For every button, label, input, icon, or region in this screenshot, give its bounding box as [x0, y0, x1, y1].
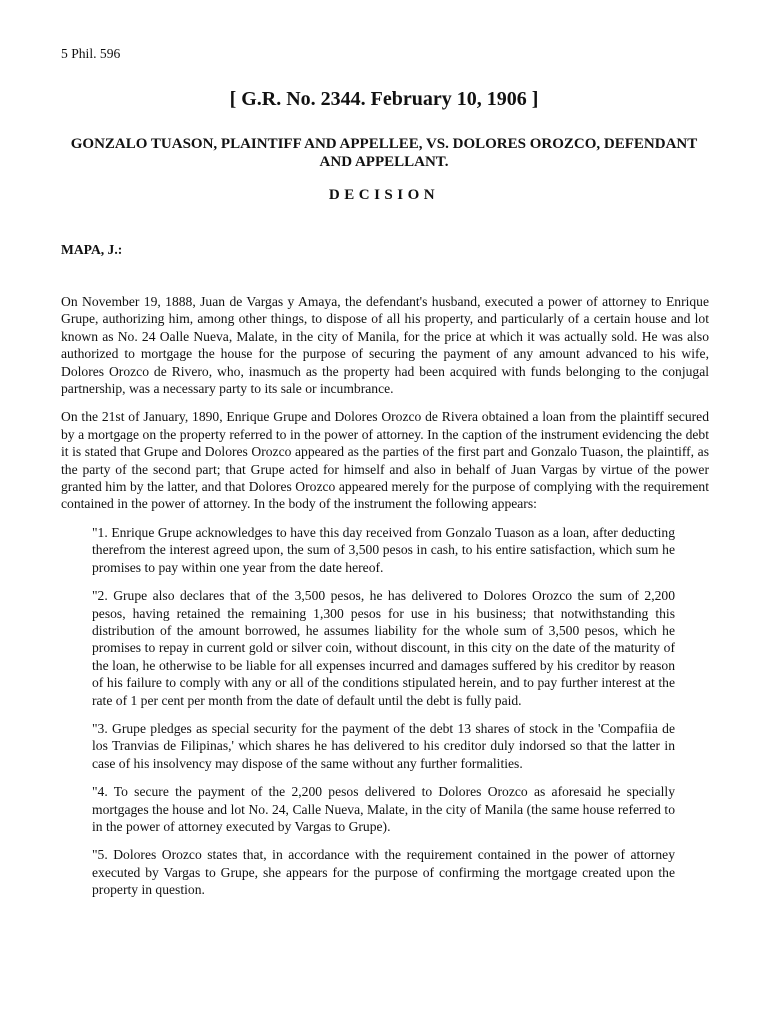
- case-citation: 5 Phil. 596: [61, 46, 121, 61]
- quoted-clause: "3. Grupe pledges as special security for the payment of the debt 13 shares of stock in the 'Compafiia de los Tranvias de Filipinas,' which shares he has delivered to his creditor duly indorsed so that the latter in case of his insolvency may dispose of the same without any further formalities.: [92, 720, 675, 771]
- body-paragraph: On the 21st of January, 1890, Enrique Grupe and Dolores Orozco de Rivera obtained a loan from the plaintiff secured by a mortgage on the property referred to in the power of attorney. In the caption of the instrument evidencing the debt it is stated that Grupe and Dolores Orozco appeared as the parties of the first part and Gonzalo Tuason, the plaintiff, as the party of the second part; that Grupe acted for himself and also in behalf of Juan Vargas by virtue of the power granted him by the latter, and that Dolores Orozco appeared merely for the purpose of complying with the requirement contained in the power of attorney. In the body of the instrument the following appears:: [61, 409, 709, 512]
- ponente: MAPA, J.:: [61, 242, 123, 257]
- case-gr-title: [ G.R. No. 2344. February 10, 1906 ]: [229, 88, 539, 110]
- decision-body: [61, 293, 709, 910]
- quoted-clause: "1. Enrique Grupe acknowledges to have this day received from Gonzalo Tuason as a loan, after deducting therefrom the interest agreed upon, the sum of 3,500 pesos in cash, to his entire satisfaction, which sum he promises to pay within one year from the date hereof.: [92, 524, 675, 575]
- quoted-clause: "2. Grupe also declares that of the 3,500 pesos, he has delivered to Dolores Orozco the sum of 2,200 pesos, having retained the remaining 1,300 pesos for use in his business; that notwithstanding this distribution of the amount borrowed, he assumes liability for the whole sum of 3,500 pesos, which he promises to repay in current gold or silver coin, without discount, in this city on the date of the maturity of the loan, he otherwise to be liable for all expenses incurred and damages suffered by his creditor by reason of his failure to comply with any or all of the conditions stipulated herein, and to pay further interest at the rate of 1 per cent per month from the date of default until the debt is fully paid.: [92, 588, 675, 708]
- quoted-clause: "5. Dolores Orozco states that, in accordance with the requirement contained in the power of attorney executed by Vargas to Grupe, she appears for the purpose of confirming the mortgage created upon the property in question.: [92, 847, 675, 898]
- body-paragraph: On November 19, 1888, Juan de Vargas y Amaya, the defendant's husband, executed a power of attorney to Enrique Grupe, authorizing him, among other things, to dispose of all his property, and particularly of a certain house and lot known as No. 24 Oalle Nueva, Malate, in the city of Manila, for the price at which it was actually sold. He was also authorized to mortgage the house for the purpose of securing the payment of any amount advanced to his wife, Dolores Orozco de Rivero, who, inasmuch as the property had been acquired with funds belonging to the conjugal partnership, was a necessary party to its sale or incumbrance.: [61, 294, 709, 397]
- case-parties: GONZALO TUASON, PLAINTIFF AND APPELLEE, VS. DOLORES OROZCO, DEFENDANT AND APPELLANT.: [70, 136, 698, 170]
- decision-heading: DECISION: [328, 187, 440, 203]
- quoted-clause: "4. To secure the payment of the 2,200 pesos delivered to Dolores Orozco as aforesaid he specially mortgages the house and lot No. 24, Calle Nueva, Malate, in the city of Manila (the same house referred to in the power of attorney executed by Vargas to Grupe).: [92, 784, 675, 834]
